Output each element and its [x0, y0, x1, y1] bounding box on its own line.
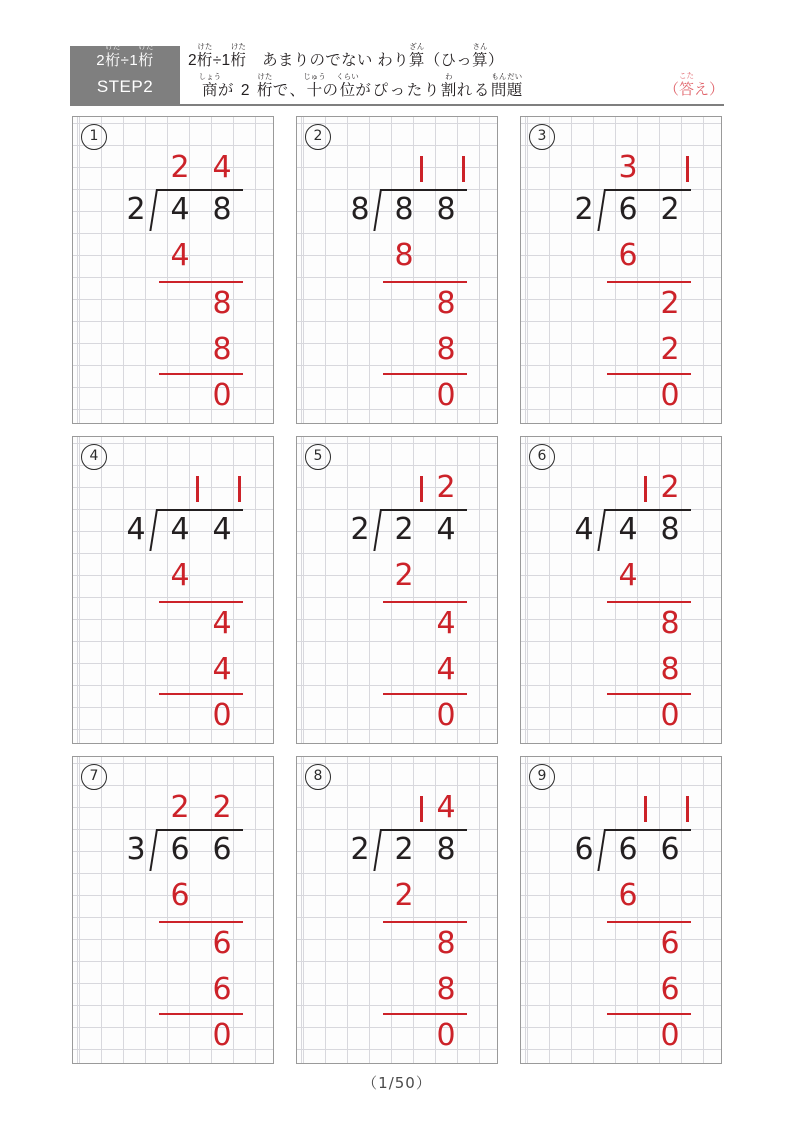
- ruby-text: 桁 けた: [256, 72, 273, 99]
- worksheet-header: [70, 42, 724, 108]
- division-bracket-bar: [381, 509, 467, 511]
- quotient-ones-digit: 2: [436, 470, 456, 505]
- divisor-digit: 2: [350, 832, 370, 867]
- first-subtraction-line: [383, 921, 467, 923]
- second-subtraction-line: [159, 1013, 243, 1015]
- first-product-digit: 6: [170, 878, 190, 913]
- problem-cell[interactable]: [72, 756, 274, 1064]
- furigana: もん: [491, 72, 507, 81]
- quotient-tens-digit: 2: [170, 150, 190, 185]
- quotient-ones-digit: 4: [436, 790, 456, 825]
- first-subtraction-line: [607, 921, 691, 923]
- long-division-work: [549, 147, 699, 415]
- brought-down-digit: 8: [436, 926, 456, 961]
- problem-number: 4: [81, 444, 107, 470]
- step-badge: [70, 42, 180, 106]
- digit-one-stroke: [628, 791, 662, 825]
- problem-row: [72, 436, 722, 744]
- first-subtraction-line: [383, 601, 467, 603]
- problem-cell[interactable]: [296, 436, 498, 744]
- title-line-2: 商 しょう が 2 桁 けた で、十 じゅう の位 くらい がぴったり割 わ れる問 もん 題 だい: [198, 72, 523, 99]
- problem-cell[interactable]: [296, 756, 498, 1064]
- digit-one-stroke: [670, 151, 704, 185]
- quotient-tens-digit: 3: [618, 150, 638, 185]
- second-subtraction-line: [159, 373, 243, 375]
- dividend-ones-digit: 8: [212, 192, 232, 227]
- first-product-digit: 4: [618, 558, 638, 593]
- first-product-digit: 6: [618, 878, 638, 913]
- divisor-digit: 2: [574, 192, 594, 227]
- problem-cell[interactable]: [72, 116, 274, 424]
- brought-down-digit: 4: [436, 606, 456, 641]
- problem-number: 6: [529, 444, 555, 470]
- second-product-digit: 4: [436, 652, 456, 687]
- problem-number: 7: [81, 764, 107, 790]
- furigana: けた: [230, 42, 246, 51]
- badge-subject-label: 2桁 けた ÷1桁 けた: [96, 42, 154, 69]
- division-bracket-bar: [381, 829, 467, 831]
- long-division-work: [325, 467, 475, 735]
- second-subtraction-line: [383, 693, 467, 695]
- dividend-ones-digit: 6: [660, 832, 680, 867]
- first-product-digit: 2: [394, 558, 414, 593]
- first-subtraction-line: [607, 601, 691, 603]
- answer-key-label: （答 こた え）: [663, 71, 724, 98]
- first-product-digit: 6: [618, 238, 638, 273]
- divisor-digit: 2: [350, 512, 370, 547]
- ruby-text: 位 くらい: [336, 72, 359, 99]
- header-divider: [110, 104, 724, 106]
- division-bracket-bar: [605, 509, 691, 511]
- second-subtraction-line: [607, 1013, 691, 1015]
- first-subtraction-line: [607, 281, 691, 283]
- long-division-work: [325, 787, 475, 1055]
- brought-down-digit: 6: [660, 926, 680, 961]
- brought-down-digit: 2: [660, 286, 680, 321]
- quotient-tens-digit: 2: [170, 790, 190, 825]
- furigana: くらい: [336, 72, 359, 81]
- divisor-digit: 3: [126, 832, 146, 867]
- digit-one-stroke: [446, 151, 480, 185]
- ruby-text: 割 わ: [440, 72, 457, 99]
- ruby-text: 題 だい: [506, 72, 523, 99]
- problem-number: 3: [529, 124, 555, 150]
- divisor-digit: 4: [126, 512, 146, 547]
- worksheet-title: [188, 42, 724, 106]
- remainder-digit: 0: [660, 698, 680, 733]
- first-product-digit: 4: [170, 238, 190, 273]
- furigana: けた: [105, 42, 121, 51]
- problem-row: [72, 116, 722, 424]
- furigana: だい: [507, 72, 523, 81]
- first-product-digit: 2: [394, 878, 414, 913]
- second-product-digit: 4: [212, 652, 232, 687]
- problem-cell[interactable]: [520, 116, 722, 424]
- remainder-digit: 0: [212, 378, 232, 413]
- problem-number: 1: [81, 124, 107, 150]
- first-product-digit: 8: [394, 238, 414, 273]
- brought-down-digit: 4: [212, 606, 232, 641]
- divisor-digit: 2: [126, 192, 146, 227]
- furigana: けた: [138, 42, 154, 51]
- division-bracket-bar: [157, 189, 243, 191]
- dividend-tens-digit: 6: [618, 832, 638, 867]
- ruby-text: 桁 けた: [138, 42, 154, 69]
- division-bracket-bar: [605, 189, 691, 191]
- dividend-tens-digit: 2: [394, 832, 414, 867]
- dividend-ones-digit: 8: [436, 832, 456, 867]
- furigana: けた: [197, 42, 213, 51]
- furigana: けた: [257, 72, 273, 81]
- second-subtraction-line: [607, 373, 691, 375]
- remainder-digit: 0: [660, 1018, 680, 1053]
- second-subtraction-line: [383, 373, 467, 375]
- ruby-text: 問 もん: [490, 72, 507, 99]
- problem-number: 5: [305, 444, 331, 470]
- furigana: こた: [678, 71, 694, 80]
- brought-down-digit: 8: [212, 286, 232, 321]
- ruby-text: 商 しょう: [198, 72, 222, 99]
- furigana: ざん: [409, 42, 425, 51]
- problem-number: 2: [305, 124, 331, 150]
- second-product-digit: 2: [660, 332, 680, 367]
- second-product-digit: 6: [212, 972, 232, 1007]
- page-number: （1/50）: [362, 1074, 432, 1092]
- ruby-text: 桁 けた: [196, 42, 213, 69]
- first-subtraction-line: [159, 281, 243, 283]
- second-product-digit: 6: [660, 972, 680, 1007]
- divisor-digit: 4: [574, 512, 594, 547]
- furigana: わ: [445, 72, 453, 81]
- remainder-digit: 0: [436, 698, 456, 733]
- first-subtraction-line: [383, 281, 467, 283]
- division-bracket-bar: [381, 189, 467, 191]
- quotient-ones-digit: 4: [212, 150, 232, 185]
- dividend-tens-digit: 4: [170, 512, 190, 547]
- division-bracket-bar: [605, 829, 691, 831]
- digit-one-stroke: [222, 471, 256, 505]
- problem-number: 8: [305, 764, 331, 790]
- divisor-digit: 6: [574, 832, 594, 867]
- dividend-tens-digit: 4: [618, 512, 638, 547]
- problem-cell[interactable]: [296, 116, 498, 424]
- division-bracket-bar: [157, 829, 243, 831]
- second-product-digit: 8: [436, 332, 456, 367]
- digit-one-stroke: [670, 791, 704, 825]
- problem-cell[interactable]: [72, 436, 274, 744]
- dividend-ones-digit: 8: [660, 512, 680, 547]
- second-product-digit: 8: [436, 972, 456, 1007]
- problem-cell[interactable]: [520, 436, 722, 744]
- digit-one-stroke: [404, 151, 438, 185]
- problem-row: [72, 756, 722, 1064]
- furigana: じゅう: [303, 72, 326, 81]
- remainder-digit: 0: [660, 378, 680, 413]
- remainder-digit: 0: [212, 698, 232, 733]
- dividend-ones-digit: 4: [436, 512, 456, 547]
- second-subtraction-line: [383, 1013, 467, 1015]
- quotient-ones-digit: 2: [212, 790, 232, 825]
- remainder-digit: 0: [436, 1018, 456, 1053]
- first-subtraction-line: [159, 921, 243, 923]
- division-bracket-bar: [157, 509, 243, 511]
- long-division-work: [549, 467, 699, 735]
- badge-step-label: STEP2: [96, 77, 154, 96]
- brought-down-digit: 8: [660, 606, 680, 641]
- ruby-text: 算 さん: [472, 42, 488, 69]
- second-subtraction-line: [607, 693, 691, 695]
- long-division-work: [101, 787, 251, 1055]
- second-subtraction-line: [159, 693, 243, 695]
- ruby-text: 桁 けた: [105, 42, 121, 69]
- dividend-ones-digit: 4: [212, 512, 232, 547]
- dividend-ones-digit: 8: [436, 192, 456, 227]
- second-product-digit: 8: [660, 652, 680, 687]
- brought-down-digit: 8: [436, 286, 456, 321]
- dividend-tens-digit: 6: [618, 192, 638, 227]
- digit-one-stroke: [180, 471, 214, 505]
- furigana: さん: [472, 42, 488, 51]
- first-subtraction-line: [159, 601, 243, 603]
- remainder-digit: 0: [212, 1018, 232, 1053]
- ruby-text: 算 ざん: [408, 42, 425, 69]
- dividend-ones-digit: 2: [660, 192, 680, 227]
- first-product-digit: 4: [170, 558, 190, 593]
- brought-down-digit: 6: [212, 926, 232, 961]
- dividend-tens-digit: 4: [170, 192, 190, 227]
- quotient-ones-digit: 2: [660, 470, 680, 505]
- problem-number: 9: [529, 764, 555, 790]
- second-product-digit: 8: [212, 332, 232, 367]
- ruby-text: 十 じゅう: [303, 72, 326, 99]
- ruby-text: 桁 けた: [230, 42, 247, 69]
- long-division-work: [325, 147, 475, 415]
- dividend-tens-digit: 2: [394, 512, 414, 547]
- long-division-work: [549, 787, 699, 1055]
- dividend-ones-digit: 6: [212, 832, 232, 867]
- furigana: しょう: [198, 72, 222, 81]
- ruby-text: 答 こた: [678, 71, 694, 98]
- remainder-digit: 0: [436, 378, 456, 413]
- dividend-tens-digit: 8: [394, 192, 414, 227]
- divisor-digit: 8: [350, 192, 370, 227]
- long-division-work: [101, 467, 251, 735]
- problem-cell[interactable]: [520, 756, 722, 1064]
- problem-sheet: [72, 116, 722, 1068]
- long-division-work: [101, 147, 251, 415]
- title-line-1: 2桁 けた ÷1桁 けた あまりのでない わり算 ざん （ひっ算 さん ）: [188, 42, 504, 69]
- dividend-tens-digit: 6: [170, 832, 190, 867]
